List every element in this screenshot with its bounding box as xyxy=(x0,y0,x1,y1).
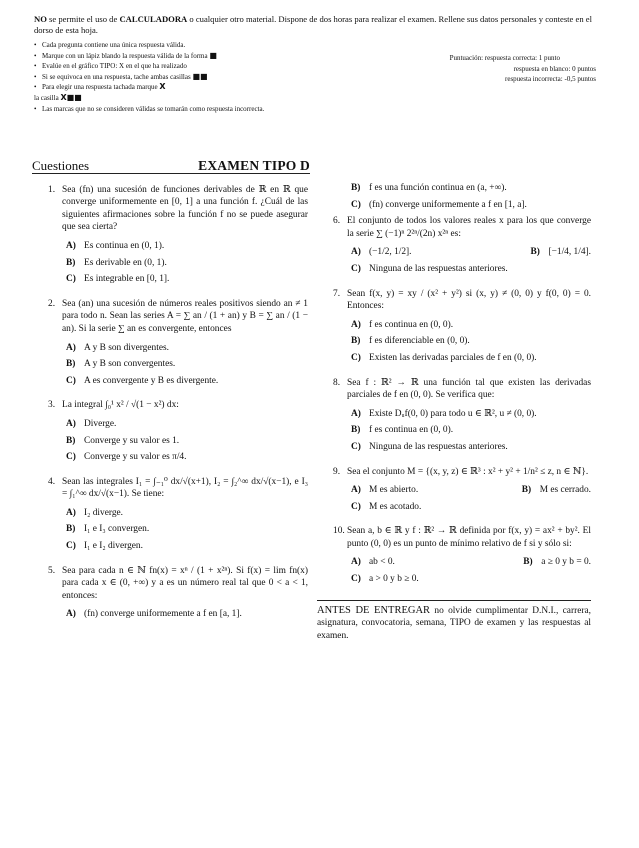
rule-item: • Para elegir una respuesta tachada marque X xyxy=(34,82,166,92)
question-options xyxy=(66,418,308,464)
answer-option[interactable] xyxy=(66,257,308,270)
option-letter: C) xyxy=(351,574,361,585)
option-letter: C) xyxy=(66,452,76,463)
option-text: Existe Dᵤf(0, 0) para todo u ∈ ℝ², u ≠ (0, 0). xyxy=(369,408,537,419)
option-text: A es convergente y B es divergente. xyxy=(84,375,219,386)
option-text: ab < 0. xyxy=(369,557,395,568)
option-text: f es diferenciable en (0, 0). xyxy=(369,336,470,347)
question-stem xyxy=(48,184,308,234)
option-letter: A) xyxy=(66,342,76,353)
option-text: f es una función continua en (a, +∞). xyxy=(369,183,507,193)
option-text: Ninguna de las respuestas anteriores. xyxy=(369,263,508,274)
question-options xyxy=(66,342,308,388)
exam-type-title: EXAMEN TIPO D xyxy=(198,158,310,173)
left-questions xyxy=(48,184,308,621)
question-stem xyxy=(48,399,308,412)
answer-option[interactable] xyxy=(66,523,308,536)
option-letter: A) xyxy=(66,507,76,518)
question-stem xyxy=(48,476,308,501)
rule-item: • Cada pregunta contiene una única respuesta válida. xyxy=(34,41,186,49)
answer-option[interactable] xyxy=(351,182,591,195)
answer-option[interactable] xyxy=(351,246,412,259)
answer-option[interactable] xyxy=(351,408,591,421)
answer-option[interactable] xyxy=(522,484,591,497)
question-stem xyxy=(48,298,308,336)
answer-option[interactable] xyxy=(351,556,395,569)
question-text: La integral ∫₀¹ x² / √(1 − x²) dx: xyxy=(62,400,179,411)
option-letter: A) xyxy=(66,418,76,429)
answer-option[interactable] xyxy=(66,540,308,553)
answer-option[interactable] xyxy=(66,273,308,286)
option-text: A y B son divergentes. xyxy=(84,342,169,353)
answer-option[interactable] xyxy=(523,556,591,569)
scoring-block: Puntuación: respuesta correcta: 1 punto respuesta en blanco: 0 puntos respuesta incorrecta: -0,5 puntos xyxy=(449,54,596,84)
option-letter: B) xyxy=(66,257,76,268)
option-letter: A) xyxy=(351,319,361,330)
x-mark-icon: X xyxy=(159,82,166,92)
option-text: M es cerrado. xyxy=(539,485,591,496)
question-text: Sea el conjunto M = {(x, y, z) ∈ ℝ³ : x² + y² + 1/n² ≤ z, n ∈ ℕ}. xyxy=(347,466,589,477)
option-text: (fn) converge uniformemente a f en [a, 1]. xyxy=(84,609,242,620)
rule-item: • Si se equivoca en una respuesta, tache ambas casillas ■■ xyxy=(34,71,208,81)
question-2 xyxy=(48,298,308,388)
question-number: 10. xyxy=(333,526,345,537)
rule-item: • Evalúe en el gráfico TIPO: X en el que ha realizado xyxy=(34,62,187,71)
inline-options xyxy=(351,484,591,497)
option-letter: C) xyxy=(351,352,361,363)
answer-option[interactable] xyxy=(351,501,591,514)
question-stem xyxy=(333,215,591,240)
answer-option[interactable] xyxy=(66,240,308,253)
option-letter: A) xyxy=(66,609,76,620)
question-options xyxy=(351,408,591,454)
question-number: 5. xyxy=(48,565,56,576)
option-text: f es continua en (0, 0). xyxy=(369,319,454,330)
answer-option[interactable] xyxy=(351,335,591,348)
answer-option[interactable] xyxy=(66,507,308,520)
option-text: M es acotado. xyxy=(369,501,422,512)
option-text: a ≥ 0 y b = 0. xyxy=(541,557,591,568)
question-text: Sea f : ℝ² → ℝ una función tal que existen las derivadas parciales de f en (0, 0). Se verifica que: xyxy=(347,377,591,401)
question-3 xyxy=(48,399,308,463)
section-label: Cuestiones xyxy=(32,158,90,173)
option-letter: B) xyxy=(66,435,76,446)
option-text: M es abierto. xyxy=(369,485,419,496)
answer-option[interactable] xyxy=(351,263,591,276)
option-text: Existen las derivadas parciales de f en (0, 0). xyxy=(369,352,537,363)
option-text: a > 0 y b ≥ 0. xyxy=(369,574,419,585)
question-number: 4. xyxy=(48,476,56,487)
answer-option[interactable] xyxy=(66,358,308,371)
option-text: I₂ diverge. xyxy=(84,507,124,518)
option-letter: B) xyxy=(66,524,76,535)
question-number: 3. xyxy=(48,400,56,411)
question-number: 8. xyxy=(333,377,341,388)
question-7 xyxy=(333,288,591,365)
question-text: Sea (fn) una sucesión de funciones derivables de ℝ en ℝ que converge uniformemente en [0, 1] a una función f. ¿Cuál de las siguientes afirmaciones sobre la función f no se puede asegurar que sea cierta? xyxy=(62,184,308,233)
option-letter: C) xyxy=(351,441,361,452)
question-stem xyxy=(333,288,591,313)
intro-text: NO se permite el uso de CALCULADORA o cualquier otro material. Dispone de dos horas para realizar el examen. Rellene sus datos personales y conteste en el dorso de esta hoja. xyxy=(34,14,592,35)
option-letter: B) xyxy=(351,425,361,436)
option-text: Ninguna de las respuestas anteriores. xyxy=(369,441,508,452)
question-options xyxy=(66,608,308,621)
question-number: 2. xyxy=(48,298,56,309)
question-text: El conjunto de todos los valores reales x para los que converge la serie ∑ (−1)ⁿ 2²ⁿ/(2n) x²ⁿ es: xyxy=(347,216,591,239)
question-options xyxy=(66,240,308,286)
question-text: Sea (an) una sucesión de números reales positivos siendo an ≠ 1 para todo n. Sean las series A = ∑ an / (1 + an) y B = ∑ an / (1 − an). Si la serie ∑ an es convergente, entonces xyxy=(62,298,308,334)
question-5 xyxy=(48,565,308,621)
question-stem xyxy=(333,466,591,479)
answer-option[interactable] xyxy=(351,319,591,332)
question-number: 1. xyxy=(48,184,56,195)
question-stem xyxy=(48,565,308,603)
section-title xyxy=(32,160,310,174)
answer-option[interactable] xyxy=(66,375,308,388)
option-letter: B) xyxy=(523,557,533,568)
answer-option[interactable] xyxy=(351,352,591,365)
option-text: Es integrable en [0, 1]. xyxy=(84,274,170,285)
option-text: A y B son convergentes. xyxy=(84,359,176,370)
filled-mark-icon: ■ xyxy=(209,50,217,60)
answer-option[interactable] xyxy=(66,435,308,448)
left-column xyxy=(32,158,310,633)
question-text: Sean a, b ∈ ℝ y f : ℝ² → ℝ definida por f(x, y) = ax² + by². El punto (0, 0) es un punto de mínimo relativo de f si y sólo si: xyxy=(347,526,591,549)
option-letter: A) xyxy=(351,557,361,568)
option-text: (fn) converge uniformemente a f en [1, a]. xyxy=(369,199,527,210)
option-text: Es derivable en (0, 1). xyxy=(84,257,167,268)
answer-option[interactable] xyxy=(351,484,418,497)
question-stem xyxy=(333,525,591,550)
answer-option[interactable] xyxy=(351,424,591,437)
exam-header xyxy=(34,14,604,114)
option-text: Converge y su valor es 1. xyxy=(84,435,180,446)
option-text: I₁ e I₃ convergen. xyxy=(84,524,150,535)
option-letter: B) xyxy=(530,247,540,258)
question-6 xyxy=(333,215,591,275)
option-letter: C) xyxy=(351,263,361,274)
option-text: [−1/4, 1/4]. xyxy=(548,247,591,258)
question-options xyxy=(351,556,591,585)
question-text: Sean f(x, y) = xy / (x² + y²) si (x, y) ≠ (0, 0) y f(0, 0) = 0. Entonces: xyxy=(347,288,591,312)
answer-option[interactable] xyxy=(530,246,591,259)
option-letter: C) xyxy=(66,274,76,285)
question-text: Sean las integrales I₁ = ∫₋₁⁰ dx/√(x+1), I₂ = ∫₂^∞ dx/√(x−1), e I₃ = ∫₁^∞ dx/√(x−1). Se tiene: xyxy=(62,476,308,500)
question-8 xyxy=(333,377,591,454)
option-letter: B) xyxy=(351,183,361,193)
question-9 xyxy=(333,466,591,514)
right-questions xyxy=(333,215,591,585)
x-box-mark-icon: X■■ xyxy=(60,92,82,102)
question-options xyxy=(351,182,591,211)
option-letter: A) xyxy=(351,408,361,419)
rule-item: la casilla X■■ xyxy=(34,92,82,102)
question-number: 6. xyxy=(333,216,341,227)
option-letter: A) xyxy=(351,247,361,258)
option-text: (−1/2, 1/2]. xyxy=(369,247,412,258)
option-letter: B) xyxy=(351,336,361,347)
question-text: Sea para cada n ∈ ℕ fn(x) = xⁿ / (1 + x²ⁿ). Si f(x) = lim fn(x) para cada x ∈ (0, +∞) y a es un número real tal que 0 < a < 1, entonces: xyxy=(62,565,308,601)
option-text: Es continua en (0, 1). xyxy=(84,240,165,251)
option-text: I₁ e I₂ divergen. xyxy=(84,541,143,552)
question-number: 7. xyxy=(333,288,341,299)
answer-option[interactable] xyxy=(66,418,308,431)
answer-option[interactable] xyxy=(66,608,308,621)
rule-item: • Las marcas que no se consideren válidas se tomarán como respuesta incorrecta. xyxy=(34,104,265,113)
option-text: Converge y su valor es π/4. xyxy=(84,452,187,463)
answer-option[interactable] xyxy=(351,441,591,454)
question-options xyxy=(351,484,591,513)
rule-item: • Marque con un lápiz blando la respuesta válida de la forma ■ xyxy=(34,50,217,60)
question-4 xyxy=(48,476,308,553)
option-text: Diverge. xyxy=(84,418,117,429)
option-letter: C) xyxy=(66,541,76,552)
question-options xyxy=(351,246,591,275)
double-mark-icon: ■■ xyxy=(192,71,208,81)
question-options xyxy=(351,319,591,365)
option-letter: A) xyxy=(351,485,361,496)
question-10 xyxy=(333,525,591,585)
question-number: 9. xyxy=(333,466,341,477)
option-letter: C) xyxy=(351,199,361,210)
right-column xyxy=(317,176,592,642)
answer-option[interactable] xyxy=(351,573,591,586)
inline-options xyxy=(351,556,591,569)
option-letter: B) xyxy=(521,485,532,496)
question-5-continuation xyxy=(333,182,591,211)
option-letter: A) xyxy=(66,240,76,251)
inline-options xyxy=(351,246,591,259)
question-1 xyxy=(48,184,308,286)
option-letter: B) xyxy=(66,359,76,370)
answer-option[interactable] xyxy=(66,451,308,464)
answer-option[interactable] xyxy=(351,199,591,212)
option-letter: C) xyxy=(66,375,76,386)
option-text: f es continua en (0, 0). xyxy=(369,425,454,436)
question-options xyxy=(66,507,308,553)
before-submit-note: ANTES DE ENTREGAR no olvide cumplimentar D.N.I., carrera, asignatura, convocatoria, semana, TIPO de examen y las respuestas al examen. xyxy=(317,600,591,643)
answer-option[interactable] xyxy=(66,342,308,355)
question-stem xyxy=(333,377,591,402)
option-letter: C) xyxy=(351,501,361,512)
